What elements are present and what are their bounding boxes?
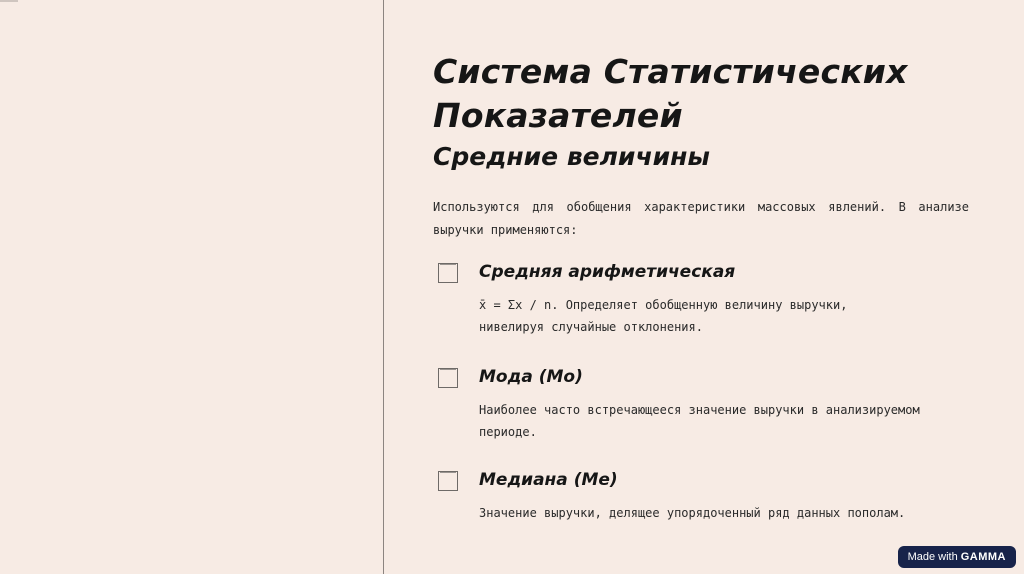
- checkbox-icon: [438, 471, 458, 491]
- corner-mark: [0, 0, 18, 2]
- badge-prefix: Made with: [907, 551, 958, 563]
- item-title: Мода (Мо): [479, 367, 583, 387]
- item-title: Средняя арифметическая: [479, 262, 736, 282]
- item-description: Значение выручки, делящее упорядоченный ряд данных пополам.: [479, 506, 906, 520]
- item-description: x̄ = Σx / n. Определяет обобщенную величину выручки, нивелируя случайные отклонения.: [479, 298, 848, 334]
- item-title: Медиана (Ме): [479, 470, 618, 490]
- gamma-logo: GAMMA: [960, 551, 1006, 563]
- left-panel: [0, 0, 383, 574]
- made-with-gamma-badge[interactable]: [898, 546, 1016, 568]
- slide-subtitle: Средние величины: [433, 142, 711, 171]
- checkbox-icon: [438, 263, 458, 283]
- checkbox-icon: [438, 368, 458, 388]
- slide-title: Система Статистических Показателей: [433, 52, 908, 135]
- slide-content: [433, 50, 973, 242]
- panel-divider: [383, 0, 384, 574]
- intro-text: Используются для обобщения характеристики массовых явлений. В анализе выручки применяются:: [433, 200, 969, 237]
- item-description: Наиболее часто встречающееся значение выручки в анализируемом периоде.: [479, 403, 920, 439]
